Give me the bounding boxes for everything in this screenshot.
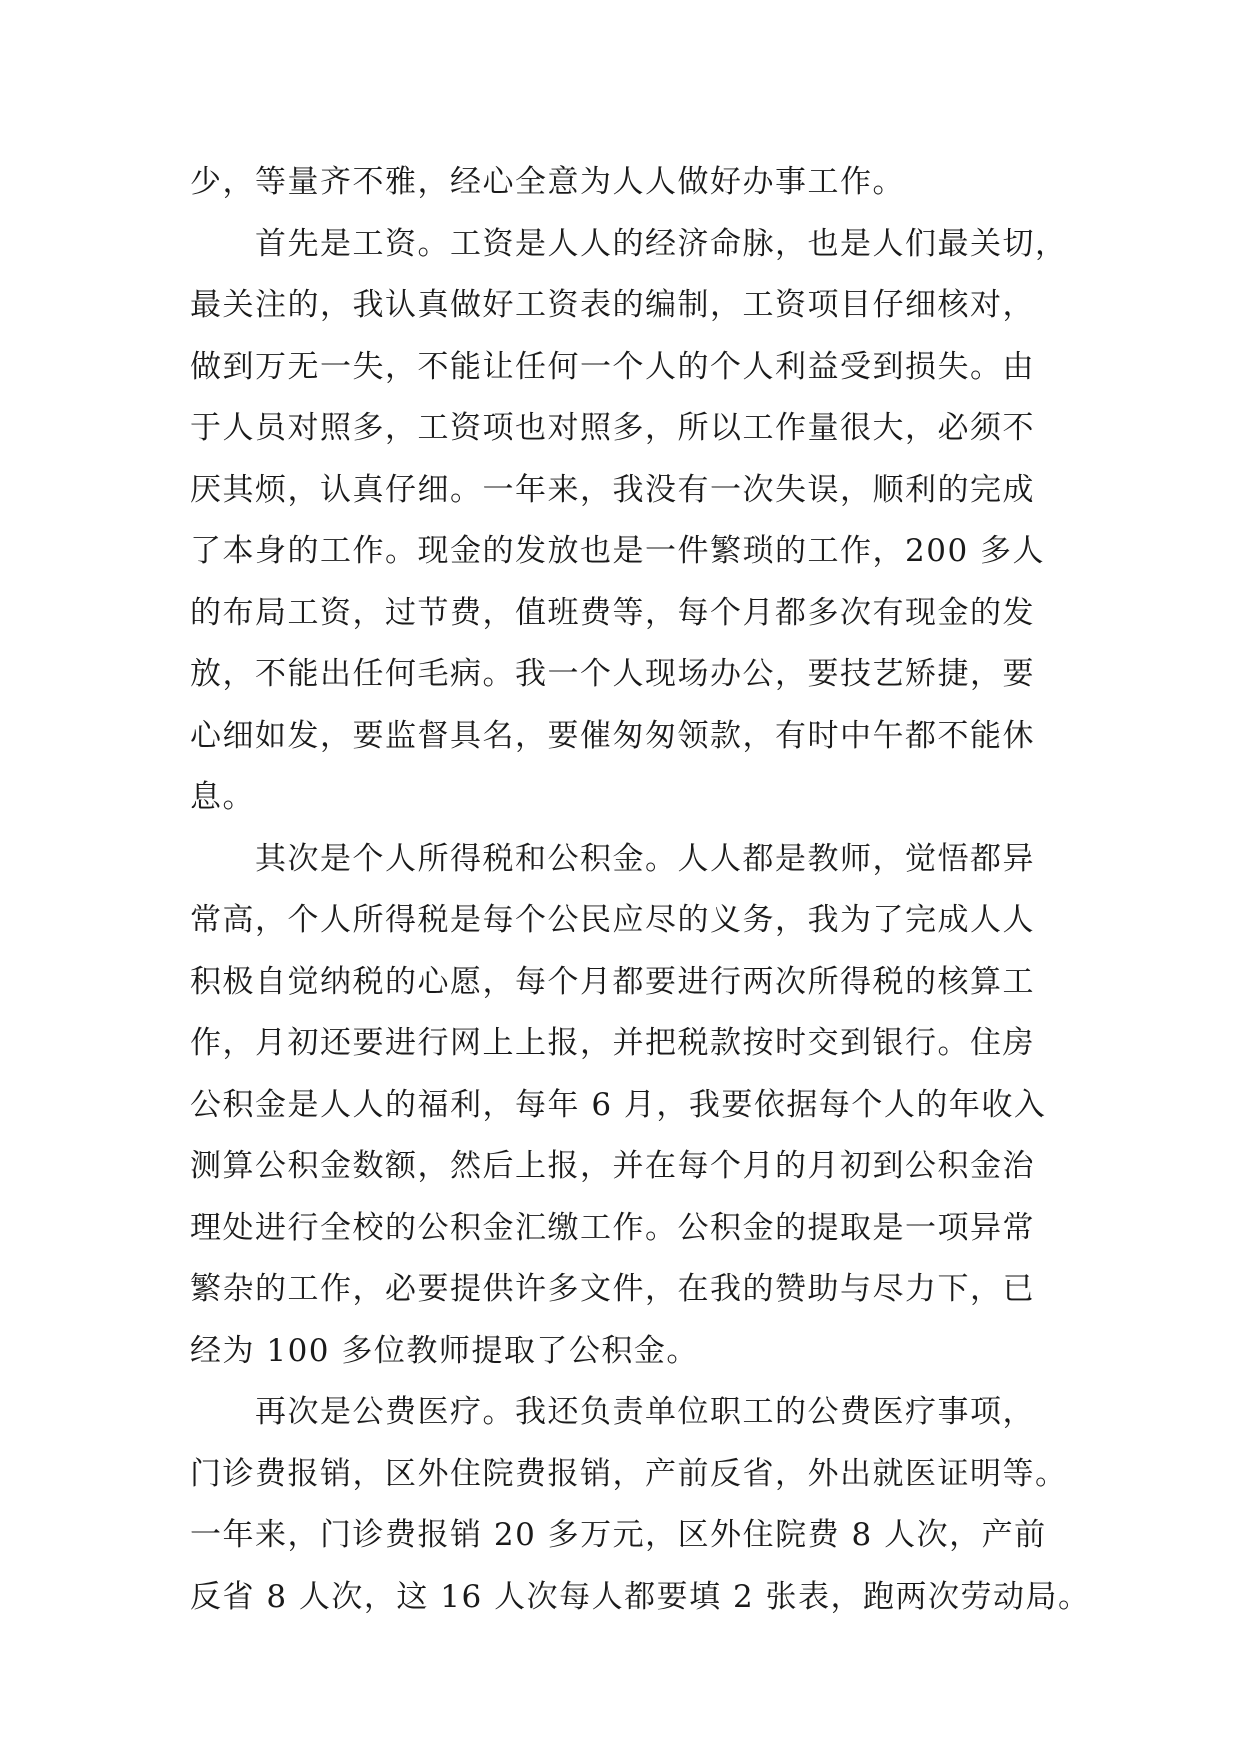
text-line: 繁杂的工作，必要提供许多文件，在我的赞助与尽力下，已 (190, 1271, 1035, 1307)
text-line: 最关注的，我认真做好工资表的编制，工资项目仔细核对， (190, 287, 1035, 323)
text-line: 了本身的工作。现金的发放也是一件繁琐的工作，200 多人 (190, 533, 1046, 569)
text-line: 积极自觉纳税的心愿，每个月都要进行两次所得税的核算工 (190, 963, 1035, 1000)
text-line: 首先是工资。工资是人人的经济命脉，也是人们最关切， (190, 225, 1068, 262)
text-line: 反省 8 人次，这 16 人次每人都要填 2 张表，跑两次劳动局。 (190, 1578, 1091, 1615)
text-line: 于人员对照多，工资项也对照多，所以工作量很大，必须不 (190, 410, 1035, 446)
text-line: 常高，个人所得税是每个公民应尽的义务，我为了完成人人 (190, 902, 1035, 938)
text-line: 再次是公费医疗。我还负责单位职工的公费医疗事项， (190, 1394, 1035, 1430)
text-line: 公积金是人人的福利，每年 6 月，我要依据每个人的年收入 (190, 1086, 1047, 1123)
text-line: 放，不能出任何毛病。我一个人现场办公，要技艺矫捷，要 (190, 656, 1035, 692)
text-line: 经为 100 多位教师提取了公积金。 (190, 1332, 699, 1369)
text-line: 的布局工资，过节费，值班费等，每个月都多次有现金的发 (190, 594, 1035, 631)
text-line: 测算公积金数额，然后上报，并在每个月的月初到公积金治 (190, 1148, 1035, 1184)
text-line: 理处进行全校的公积金汇缴工作。公积金的提取是一项异常 (190, 1209, 1035, 1246)
text-line: 一年来，门诊费报销 20 多万元，区外住院费 8 人次，产前 (190, 1517, 1047, 1553)
text-line: 做到万无一失，不能让任何一个人的个人利益受到损失。由 (190, 348, 1035, 385)
paragraph-1 (190, 152, 1070, 214)
paragraph-4 (190, 1382, 1091, 1628)
text-line: 其次是个人所得税和公积金。人人都是教师，觉悟都异 (190, 840, 1035, 877)
text-line: 厌其烦，认真仔细。一年来，我没有一次失误，顺利的完成 (190, 471, 1035, 508)
text-line: 少，等量齐不雅，经心全意为人人做好办事工作。 (190, 164, 905, 200)
document-body (190, 152, 1091, 1628)
paragraph-3 (190, 829, 1070, 1383)
text-line: 作，月初还要进行网上上报，并把税款按时交到银行。住房 (190, 1025, 1035, 1061)
text-line: 息。 (190, 779, 255, 815)
paragraph-2 (190, 214, 1070, 829)
text-line: 门诊费报销，区外住院费报销，产前反省，外出就医证明等。 (190, 1455, 1068, 1492)
text-line: 心细如发，要监督具名，要催匆匆领款，有时中午都不能休 (190, 717, 1035, 754)
